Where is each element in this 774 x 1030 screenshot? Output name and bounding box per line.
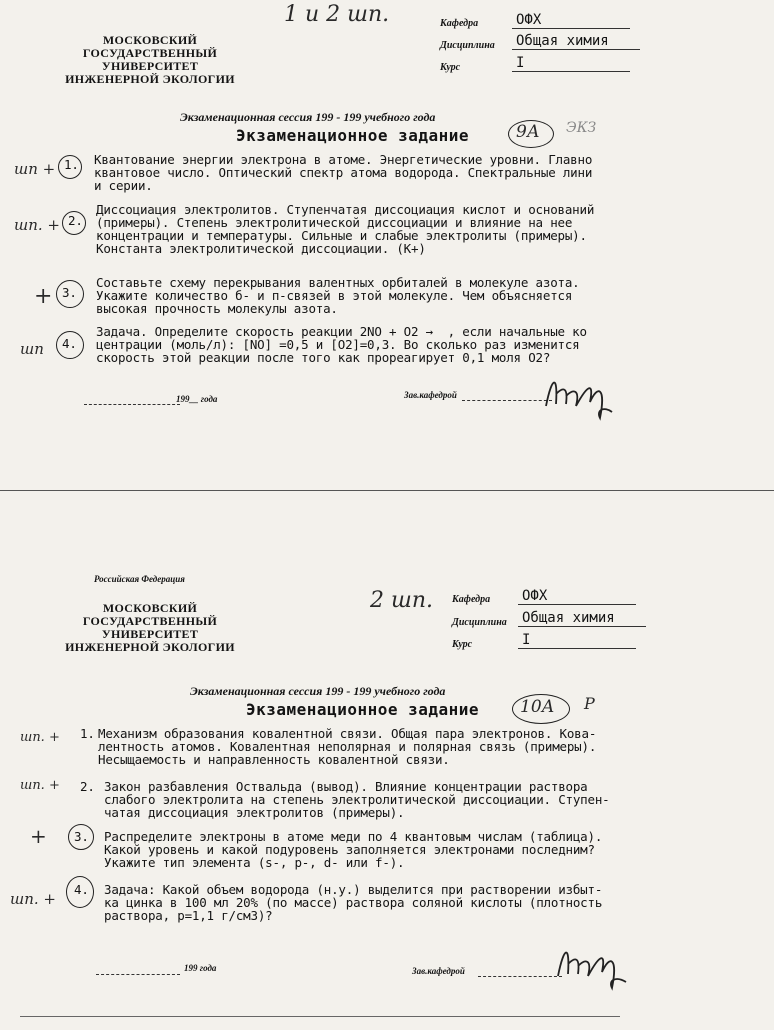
question-number-3: 3. — [62, 285, 77, 300]
margin-mark-1: шп. + — [20, 730, 60, 745]
question-number-1: 1. — [64, 157, 79, 172]
question-2: Закон разбавления Оствальда (вывод). Влияние концентрации раствора слабого электролита на степень электролитической диссоциации. Ступен- чатая диссоциация электролитов (примеры). — [104, 779, 610, 820]
course-label: Курс — [452, 639, 473, 650]
course-value: I — [512, 55, 630, 72]
course-label: Курс — [440, 62, 461, 73]
session-line: Экзаменационная сессия 199 - 199 учебного года — [190, 684, 446, 698]
question-number-4: 4. — [62, 336, 77, 351]
question-1: Квантование энергии электрона в атоме. Энергетические уровни. Главно квантовое число. Оптический спектр атома водорода. Спектральные лини и серии. — [94, 152, 593, 193]
date-underline — [84, 404, 180, 405]
margin-mark-4: шп — [20, 340, 44, 358]
question-number-2: 2. — [80, 779, 95, 794]
kafedra-value: ОФХ — [512, 12, 630, 29]
question-1: Механизм образования ковалентной связи. Общая пара электронов. Кова- лентность атомов. Ковалентная неполярная и полярная связь (примеры). Несыщаемость и направленность ковалентной связи. — [98, 726, 597, 767]
signature-top — [540, 366, 620, 422]
kafedra-label: Кафедра — [452, 594, 491, 605]
margin-mark-3: + — [34, 284, 53, 309]
university-name: МОСКОВСКИЙ ГОСУДАРСТВЕННЫЙ УНИВЕРСИТЕТ ИНЖЕНЕРНОЙ ЭКОЛОГИИ — [65, 601, 235, 654]
discipline-value: Общая химия — [512, 33, 640, 50]
margin-mark-4: шп. + — [10, 890, 56, 908]
question-number-4: 4. — [74, 882, 89, 897]
question-number-3: 3. — [74, 829, 89, 844]
question-4: Задача: Какой объем водорода (н.у.) выделится при растворении избыт- ка цинка в 100 мл 20% (по массе) раствора соляной кислоты (плотность раствора, р=1,1 г/см3)? — [104, 882, 603, 923]
course-value: I — [518, 632, 636, 649]
discipline-label: Дисциплина — [440, 40, 495, 51]
margin-mark-3: + — [30, 824, 47, 848]
kafedra-value: ОФХ — [518, 588, 636, 605]
question-3: Составьте схему перекрывания валентных орбиталей в молекуле азота. Укажите количество б- и п-связей в этой молекуле. Чем объясняется высокая прочность молекулы азота. — [96, 275, 580, 316]
page-separator — [0, 490, 774, 491]
ticket-note: Р — [584, 694, 595, 713]
exam-title: Экзаменационное задание — [246, 700, 480, 719]
discipline-label: Дисциплина — [452, 617, 507, 628]
footer-head: Зав.кафедрой — [412, 966, 465, 976]
ticket-number: 9А — [516, 122, 540, 142]
kafedra-label: Кафедра — [440, 18, 479, 29]
footer-date: 199__ года — [176, 394, 218, 404]
university-name: МОСКОВСКИЙ ГОСУДАРСТВЕННЫЙ УНИВЕРСИТЕТ ИНЖЕНЕРНОЙ ЭКОЛОГИИ — [65, 33, 235, 86]
margin-mark-2: шп. + — [14, 216, 60, 234]
handwritten-header: 2 шп. — [370, 588, 433, 613]
exam-title: Экзаменационное задание — [236, 126, 470, 145]
bottom-rule — [20, 1016, 620, 1017]
margin-mark-2: шп. + — [20, 778, 60, 793]
ticket-note: ЭКЗ — [566, 120, 597, 136]
session-line: Экзаменационная сессия 199 - 199 учебного года — [180, 110, 436, 124]
footer-date: 199 года — [184, 963, 217, 973]
question-number-2: 2. — [68, 213, 83, 228]
question-4: Задача. Определите скорость реакции 2NO + O2 → , если начальные ко центрации (моль/л): [NO] =0,5 и [O2]=0,3. Во сколько раз изменится скорость этой реакции после того как прореагирует 0,1 моля O2? — [96, 324, 587, 365]
discipline-value: Общая химия — [518, 610, 646, 627]
footer-head: Зав.кафедрой — [404, 390, 457, 400]
margin-mark-1: шп + — [14, 160, 56, 178]
signature-bottom — [550, 934, 634, 992]
signature-underline — [462, 400, 552, 401]
ticket-number: 10А — [520, 697, 555, 717]
federation-label: Российская Федерация — [94, 574, 185, 584]
date-underline — [96, 974, 180, 975]
handwritten-header: 1 и 2 шп. — [284, 2, 390, 27]
question-number-1: 1. — [80, 726, 95, 741]
question-3: Распределите электроны в атоме меди по 4 квантовым числам (таблица). Какой уровень и какой подуровень заполняется электронами последним? Укажите тип элемента (s-, p-, d- или f-). — [104, 829, 603, 870]
question-2: Диссоциация электролитов. Ступенчатая диссоциация кислот и оснований (примеры). Степень электролитической диссоциации и влияние на нее концентрации и температуры. Сильные и слабые электролиты (примеры). Константа электролитической диссоциации. (К+) — [96, 202, 595, 256]
